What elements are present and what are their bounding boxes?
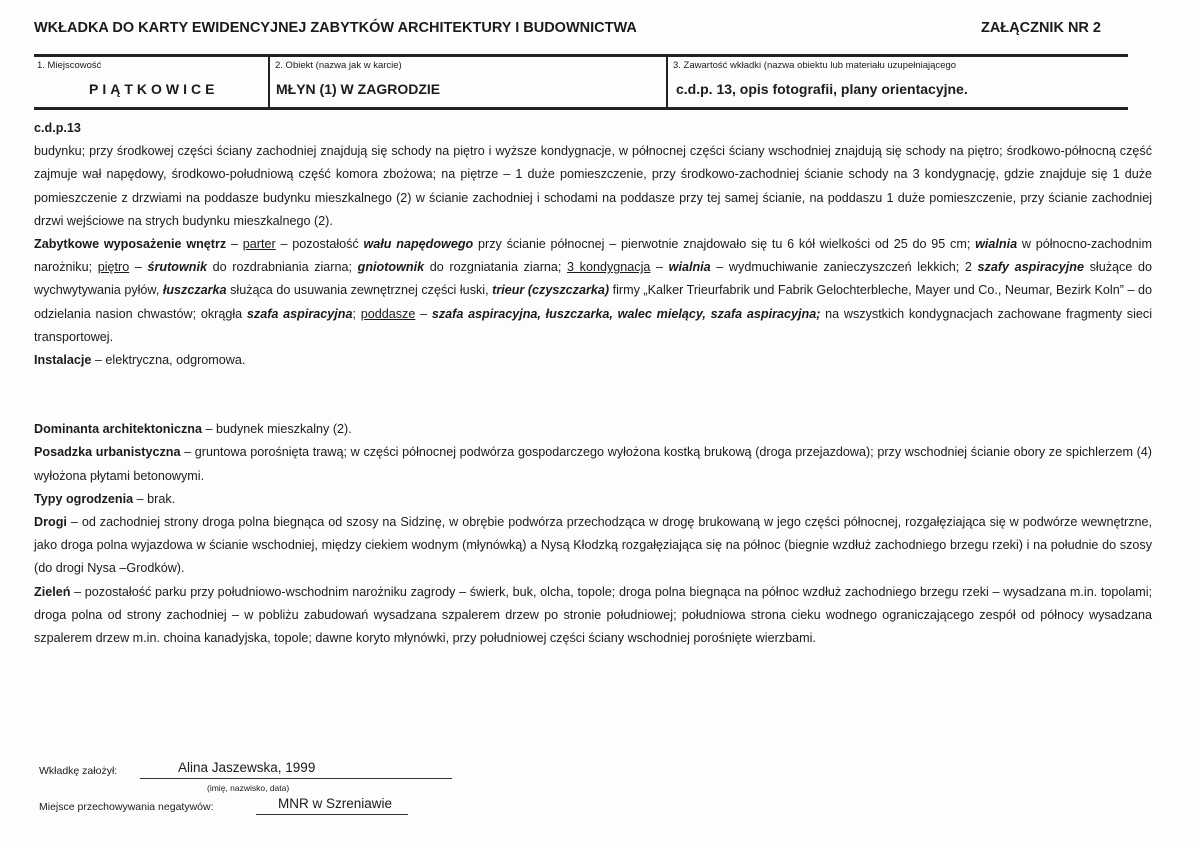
annex-number: ZAŁĄCZNIK NR 2 bbox=[980, 20, 1101, 36]
storage-value: MNR w Szreniawie bbox=[278, 796, 393, 811]
roads-label: Drogi bbox=[34, 515, 67, 530]
locality-field bbox=[34, 57, 266, 107]
content-label: 3. Zawartość wkładki (nazwa obiektu lub materiału uzupełniającego bbox=[673, 60, 957, 71]
document-title: WKŁADKA DO KARTY EWIDENCYJNEJ ZABYTKÓW ARCHITEKTURY I BUDOWNICTWA bbox=[34, 20, 637, 36]
architectural-dominant-label: Dominanta architektoniczna bbox=[34, 422, 202, 437]
installations-paragraph: Instalacje – elektryczna, odgromowa. bbox=[34, 353, 246, 368]
founder-value: Alina Jaszewska, 1999 bbox=[178, 760, 316, 775]
content-field bbox=[666, 57, 1128, 107]
installations-label: Instalacje bbox=[34, 353, 92, 368]
spacer bbox=[34, 372, 1152, 418]
architectural-dominant-paragraph: Dominanta architektoniczna – budynek mieszkalny (2). bbox=[34, 422, 352, 437]
greenery-paragraph: Zieleń – pozostałość parku przy południowo-wschodnim narożniku zagrody – świerk, buk, olcha, topole; droga polna biegnąca na północ wzdłuż zachodniego brzegu rzeki – wysadzana m.in. topolami; droga polna od strony zachodniej – w pobliżu zabudowań wysadzana szpalerem drzew po stronie południowej; południowa strona cieku wodnego ograniczającego zespół od północy wysadzana szpalerem drzew m.in. choina kanadyjska, topole; dawne koryto młynówki, przy południowej części ściany wschodniej porośnięte wierzbami. bbox=[34, 584, 1152, 646]
urban-flooring-label: Posadzka urbanistyczna bbox=[34, 445, 181, 460]
interior-equipment-label: Zabytkowe wyposażenie wnętrz bbox=[34, 237, 227, 252]
storage-label: Miejsce przechowywania negatywów: bbox=[39, 801, 214, 813]
fencing-label: Typy ogrodzenia bbox=[34, 491, 134, 506]
greenery-label: Zieleń bbox=[34, 584, 71, 599]
founder-underline bbox=[140, 778, 452, 779]
section-heading: c.d.p.13 bbox=[34, 121, 81, 135]
locality-value: PIĄTKOWICE bbox=[89, 81, 219, 97]
building-description: budynku; przy środkowej części ściany zachodniej znajdują się schody na piętro i wyższe kondygnacje, w północnej części ściany wschodniej znajdują się schody na piętro; środkowo-północną część zajmuje wał napędowy, środkowo-południową część komora zbożowa; na piętrze – 1 duże pomieszczenie, przy środkowo-zachodniej ścianie schody na 3 kondygnację, gdzie znajduje się 1 duże pomieszczenie z drzwiami na poddasze budynku mieszkalnego (2) w ścianie zachodniej i schodami na poddasze przy tej samej ścianie, na poddaszu 1 duże pomieszczenie, przy ścianie zachodniej drzwi wejściowe na strych budynku mieszkalnego (2). bbox=[34, 144, 1152, 228]
fencing-paragraph: Typy ogrodzenia – brak. bbox=[34, 491, 176, 506]
header-fields-table bbox=[34, 54, 1128, 110]
object-label: 2. Obiekt (nazwa jak w karcie) bbox=[275, 60, 402, 71]
object-field bbox=[268, 57, 664, 107]
locality-label: 1. Miejscowość bbox=[37, 60, 102, 71]
document-body bbox=[34, 117, 1152, 650]
interior-equipment-paragraph: Zabytkowe wyposażenie wnętrz – parter – pozostałość wału napędowego przy ścianie północnej – pierwotnie znajdowało się tu 6 kół wielkości od 25 do 95 cm; wialnia w północno-zachodnim narożniku; piętro – śrutownik do rozdrabniania ziarna; gniotownik do rozgniatania ziarna; 3 kondygnacja – wialnia – wydmuchiwanie zanieczyszczeń lekkich; 2 szafy aspiracyjne służące do wychwytywania pyłów, łuszczarka służąca do usuwania zewnętrznej części łuski, trieur (czyszczarka) firmy „Kalker Trieurfabrik und Fabrik Gelochterbleche, Mayer und Co., Neumar, Bezirk Koln” – do odzielania nasion chwastów; okrągła szafa aspiracyjna; poddasze – szafa aspiracyjna, łuszczarka, walec mielący, szafa aspiracyjna; na wszystkich kondygnacjach zachowane fragmenty sieci transportowej. bbox=[34, 237, 1152, 344]
founder-label: Wkładkę założył: bbox=[39, 765, 118, 777]
object-value: MŁYN (1) W ZAGRODZIE bbox=[276, 81, 441, 97]
urban-flooring-paragraph: Posadzka urbanistyczna – gruntowa porośnięta trawą; w części północnej podwórza gospodarczego wyłożona kostką brukową (droga przejazdowa); przy wschodniej ścianie obory ze spichlerzem (4) wyłożona płytami betonowymi. bbox=[34, 445, 1153, 483]
roads-paragraph: Drogi – od zachodniej strony droga polna biegnąca od szosy na Sidzinę, w obrębie podwórza przechodząca w drogę brukowaną w jego części północnej, rozgałęziająca się w podwórze wewnętrzne, jako droga polna wyjazdowa w ścianie wschodniej, między ciekiem wodnym (młynówką) a Nysą Kłodzką rozgałęziająca się na północ (biegnie wzdłuż zachodniego brzegu rzeki) i na południe do szosy (do drogi Nysa –Grodków). bbox=[34, 515, 1152, 576]
content-value: c.d.p. 13, opis fotografii, plany orientacyjne. bbox=[676, 81, 968, 97]
storage-underline bbox=[256, 814, 408, 815]
founder-hint: (imię, nazwisko, data) bbox=[207, 783, 290, 793]
